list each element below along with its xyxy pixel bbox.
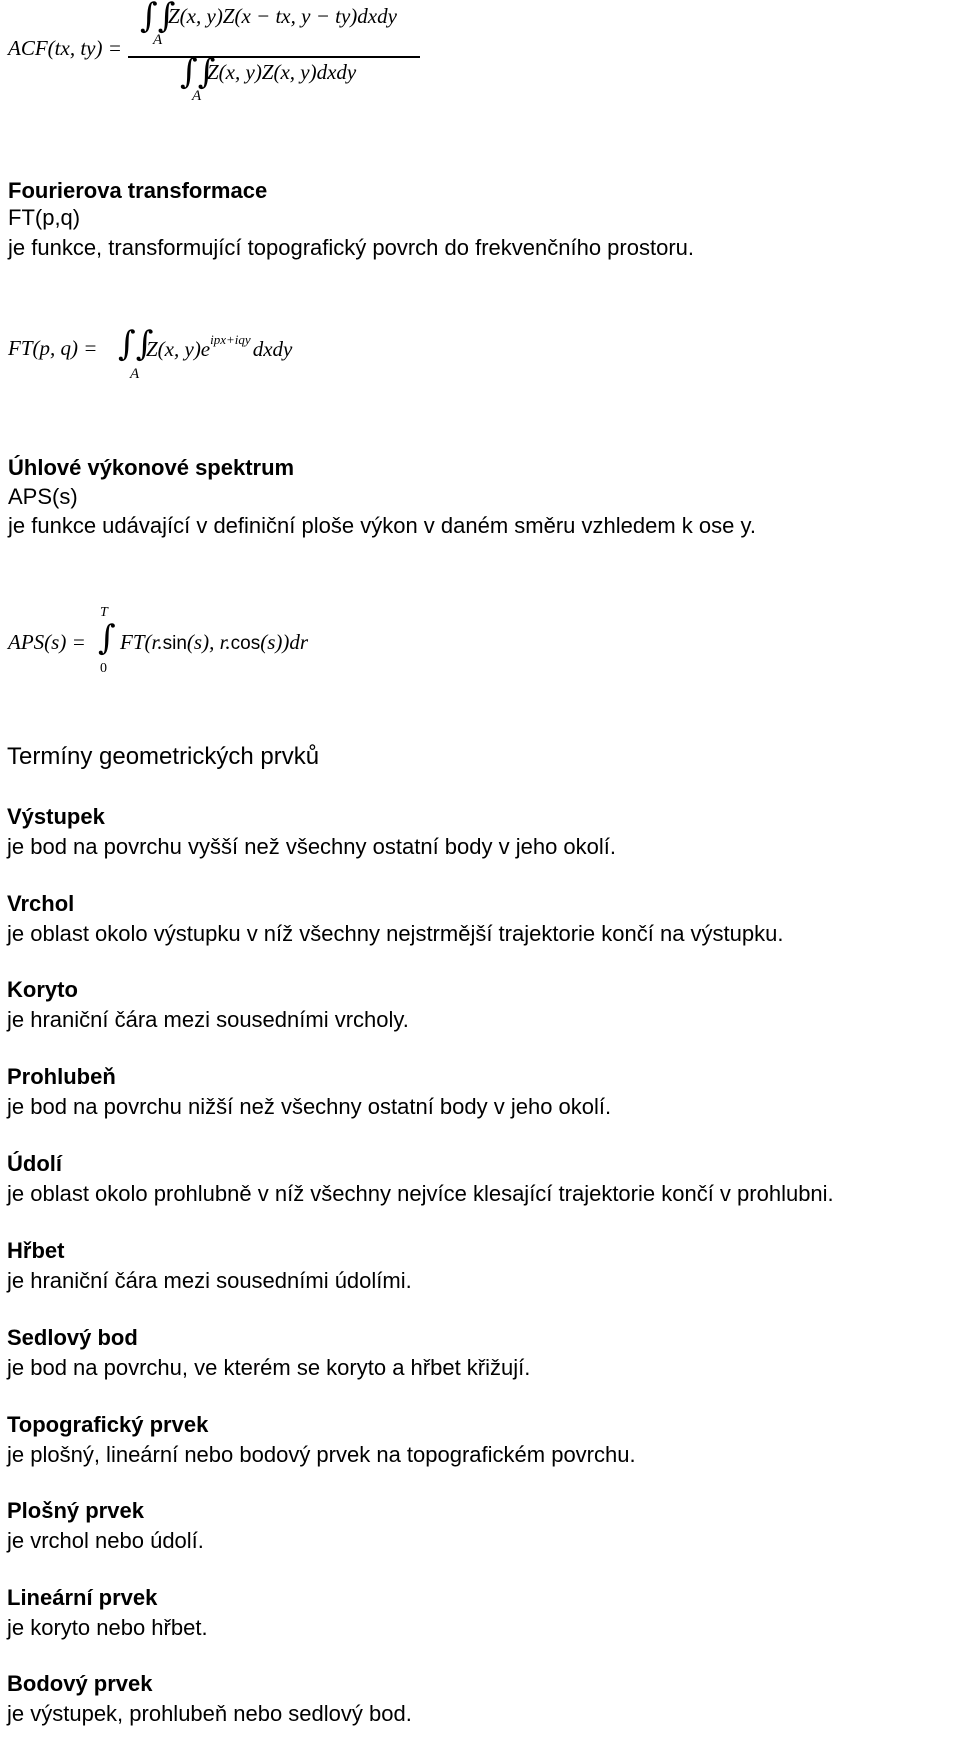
definition-text: je bod na povrchu vyšší než všechny ostatní body v jeho okolí.: [7, 834, 617, 859]
aps-upper-limit: T: [100, 605, 108, 620]
definition-term: Bodový prvek: [7, 1671, 153, 1696]
definition-text: je hraniční čára mezi sousedními údolími.: [7, 1268, 412, 1293]
section-title-fourier: Fourierova transformace: [8, 178, 268, 203]
definition-term: Lineární prvek: [7, 1585, 158, 1610]
acf-den-domain: A: [192, 88, 202, 104]
ft-domain: A: [130, 366, 140, 382]
acf-num-domain: A: [153, 32, 163, 48]
double-integral-icon: ∫∫: [180, 52, 216, 92]
double-integral-icon: ∫∫: [140, 0, 176, 36]
definition-text: je bod na povrchu, ve kterém se koryto a hřbet křižují.: [7, 1355, 531, 1380]
double-integral-icon: ∫∫: [118, 324, 154, 364]
aps-lhs: APS(s) =: [8, 630, 86, 654]
aps-lower-limit: 0: [100, 661, 107, 676]
definition-term: Údolí: [7, 1151, 62, 1176]
definition-term: Sedlový bod: [7, 1325, 138, 1350]
acf-denominator: Z(x, y)Z(x, y)dxdy: [207, 60, 357, 84]
acf-numerator: Z(x, y)Z(x − tx, y − ty)dxdy: [168, 4, 397, 28]
definition-text: je vrchol nebo údolí.: [7, 1528, 204, 1553]
section-title-terms: Termíny geometrických prvků: [7, 743, 320, 770]
definition-term: Výstupek: [7, 804, 105, 829]
definition-text: je plošný, lineární nebo bodový prvek na topografickém povrchu.: [7, 1442, 636, 1467]
definition-text: je oblast okolo prohlubně v níž všechny nejvíce klesající trajektorie končí v prohlubni.: [7, 1181, 834, 1206]
definition-text: je oblast okolo výstupku v níž všechny nejstrmější trajektorie končí na výstupku.: [7, 921, 784, 946]
definition-term: Koryto: [7, 977, 78, 1002]
integral-icon: ∫: [98, 618, 116, 658]
definition-term: Vrchol: [7, 891, 75, 916]
ft-body: Z(x, $y)e^{ipx+iqy}dxdy$: [146, 332, 293, 361]
acf-lhs: ACF(tx, ty) =: [8, 36, 122, 60]
fraction-bar: [128, 56, 420, 58]
aps-symbol: APS(s): [8, 484, 78, 509]
definition-term: Hřbet: [7, 1238, 65, 1263]
fourier-symbol: FT(p,q): [8, 205, 81, 230]
definition-term: Plošný prvek: [7, 1498, 144, 1523]
definition-text: je výstupek, prohlubeň nebo sedlový bod.: [7, 1701, 412, 1726]
fourier-description: je funkce, transformující topografický povrch do frekvenčního prostoru.: [8, 235, 694, 260]
definition-text: je koryto nebo hřbet.: [7, 1615, 208, 1640]
ft-lhs: FT(p, q) =: [8, 336, 98, 360]
definition-term: Prohlubeň: [7, 1064, 116, 1089]
definition-text: je hraniční čára mezi sousedními vrcholy.: [7, 1007, 409, 1032]
section-title-aps: Úhlové výkonové spektrum: [8, 455, 295, 480]
aps-body: FT(r.sin(s), r.cos(s))dr: [120, 630, 309, 654]
definition-text: je bod na povrchu nižší než všechny ostatní body v jeho okolí.: [7, 1094, 612, 1119]
aps-description: je funkce udávající v definiční ploše výkon v daném směru vzhledem k ose y.: [8, 513, 756, 538]
definition-term: Topografický prvek: [7, 1412, 209, 1437]
